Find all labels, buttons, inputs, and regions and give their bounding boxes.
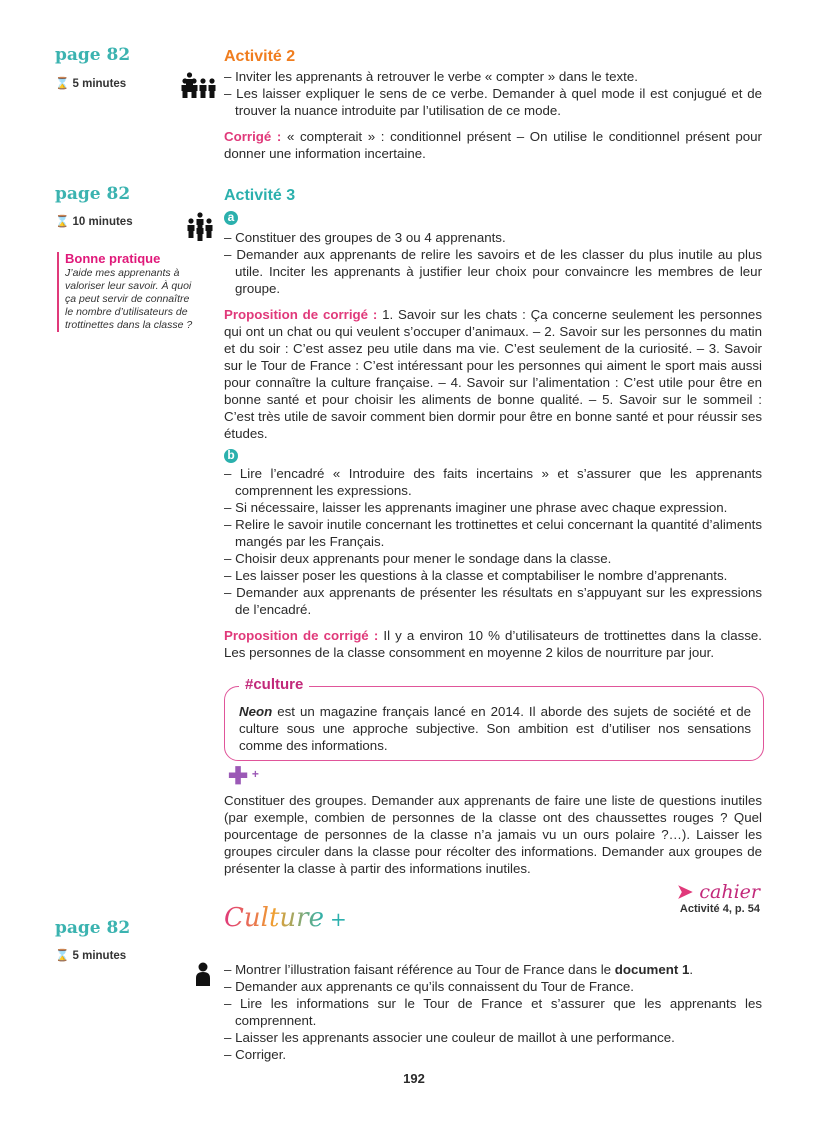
list-item: – Si nécessaire, laisser les apprenants imaginer une phrase avec chaque expression. — [224, 499, 762, 516]
list-item: – Demander aux apprenants de relire les savoirs et de les classer du plus inutile au plus utile. Inciter les apprenants à justifier leur choix pour convaincre les membres de leur groupe. — [224, 246, 762, 297]
list-item: – Choisir deux apprenants pour mener le sondage dans la classe. — [224, 550, 762, 567]
list-item: – Lire l’encadré « Introduire des faits incertains » et s’assurer que les apprenants comprennent les expressions. — [224, 465, 762, 499]
list-item: – Relire le savoir inutile concernant les trottinettes et celui concernant la quantité d’aliments mangés par les Français. — [224, 516, 762, 550]
duration: ⌛ 5 minutes — [55, 78, 127, 90]
instructions-list — [224, 68, 762, 119]
page-ref: page 82 — [55, 918, 131, 938]
bonne-pratique-note: Bonne pratique J’aide mes apprenants à valoriser leur savoir. À quoi ça peut servir de connaître le nombre d’utilisateurs de trottinettes dans la classe ? — [57, 252, 200, 332]
answer-b: Proposition de corrigé : Il y a environ 10 % d’utilisateurs de trottinettes dans la classe. Les personnes de la classe consomment en moyenne 2 kilos de nourriture par jour. — [224, 628, 762, 660]
culture-box-label: #culture — [239, 676, 309, 693]
list-item: – Inviter les apprenants à retrouver le verbe « compter » dans le texte. — [224, 68, 762, 85]
list-item: – Lire les informations sur le Tour de France et s’assurer que les apprenants les comprennent. — [224, 995, 762, 1029]
culture-box — [224, 676, 764, 761]
hourglass-icon: ⌛ — [55, 950, 73, 962]
duration: ⌛ 5 minutes — [55, 950, 127, 962]
page-ref: page 82 — [55, 45, 131, 65]
list-item: – Demander aux apprenants ce qu’ils connaissent du Tour de France. — [224, 978, 762, 995]
list-item: – Corriger. — [224, 1046, 762, 1063]
list-item: – Laisser les apprenants associer une couleur de maillot à une performance. — [224, 1029, 762, 1046]
arrow-icon: ➤ — [676, 881, 700, 903]
hourglass-icon: ⌛ — [55, 78, 73, 90]
culture-plus-title: Culture + — [224, 903, 347, 933]
duration: ⌛ 10 minutes — [55, 216, 133, 228]
list-item: – Montrer l’illustration faisant référence au Tour de France dans le document 1. — [224, 961, 762, 978]
part-b-badge: b — [224, 449, 238, 463]
group-icon — [180, 72, 218, 102]
instructions-list-a — [224, 229, 762, 297]
list-item: – Demander aux apprenants de présenter les résultats en s’appuyant sur les expressions de l’encadré. — [224, 584, 762, 618]
page-number: 192 — [403, 1071, 425, 1086]
answer: Corrigé : « compterait » : conditionnel présent – On utilise le conditionnel présent pour donner une information incertaine. — [224, 129, 762, 161]
person-icon — [194, 962, 212, 986]
list-item: – Les laisser expliquer le sens de ce verbe. Demander à quel mode il est conjugué et de trouver la nuance introduite par l’utilisation de ce mode. — [224, 85, 762, 119]
plus-activity-text: Constituer des groupes. Demander aux apprenants de faire une liste de questions inutiles (par exemple, combien de personnes de la classe ont des chaussettes rouges ? Quel pourcentage de personnes de la classe n’a jamais vu un ours polaire ?…). Laisser les groupes circuler dans la classe pour récolter des informations. Demander aux groupes de présenter la classe à partir des informations inutiles. — [224, 793, 762, 876]
instructions-list-b — [224, 465, 762, 618]
plus-icon: ✚ + — [228, 763, 259, 790]
group-icon — [186, 212, 214, 242]
list-item: – Constituer des groupes de 3 ou 4 apprenants. — [224, 229, 762, 246]
activity-title: Activité 3 — [224, 187, 296, 204]
hourglass-icon: ⌛ — [55, 216, 73, 228]
part-a-badge: a — [224, 211, 238, 225]
page-ref: page 82 — [55, 184, 131, 204]
cahier-reference[interactable]: ➤ cahier Activité 4, p. 54 — [676, 881, 760, 915]
culture-box-text: Neon est un magazine français lancé en 2014. Il aborde des sujets de société et de culture sous une approche subjective. Son ambition est d’utiliser nos sensations comme des informations. — [239, 704, 751, 753]
activity-title: Activité 2 — [224, 48, 296, 65]
culture-instructions-list — [224, 961, 762, 1063]
answer-a: Proposition de corrigé : 1. Savoir sur les chats : Ça concerne seulement les personnes qui ont un chat ou qui veulent s’occuper d’animaux. – 2. Savoir sur les personnes du matin et du soir : C’est assez peu utile dans ma vie. C’est seulement de la curiosité. – 3. Savoir sur le Tour de France : C’est intéressant pour les personnes qui aiment le sport mais aussi pour connaître la culture française. – 4. Savoir sur l’alimentation : C’est utile pour être en bonne santé et pour choisir les aliments de bonne qualité. – 5. Savoir sur le sommeil : C’est très utile de savoir comment bien dormir pour être en bonne santé et pour réussir ses études. — [224, 307, 762, 441]
list-item: – Les laisser poser les questions à la classe et comptabiliser le nombre d’apprenants. — [224, 567, 762, 584]
